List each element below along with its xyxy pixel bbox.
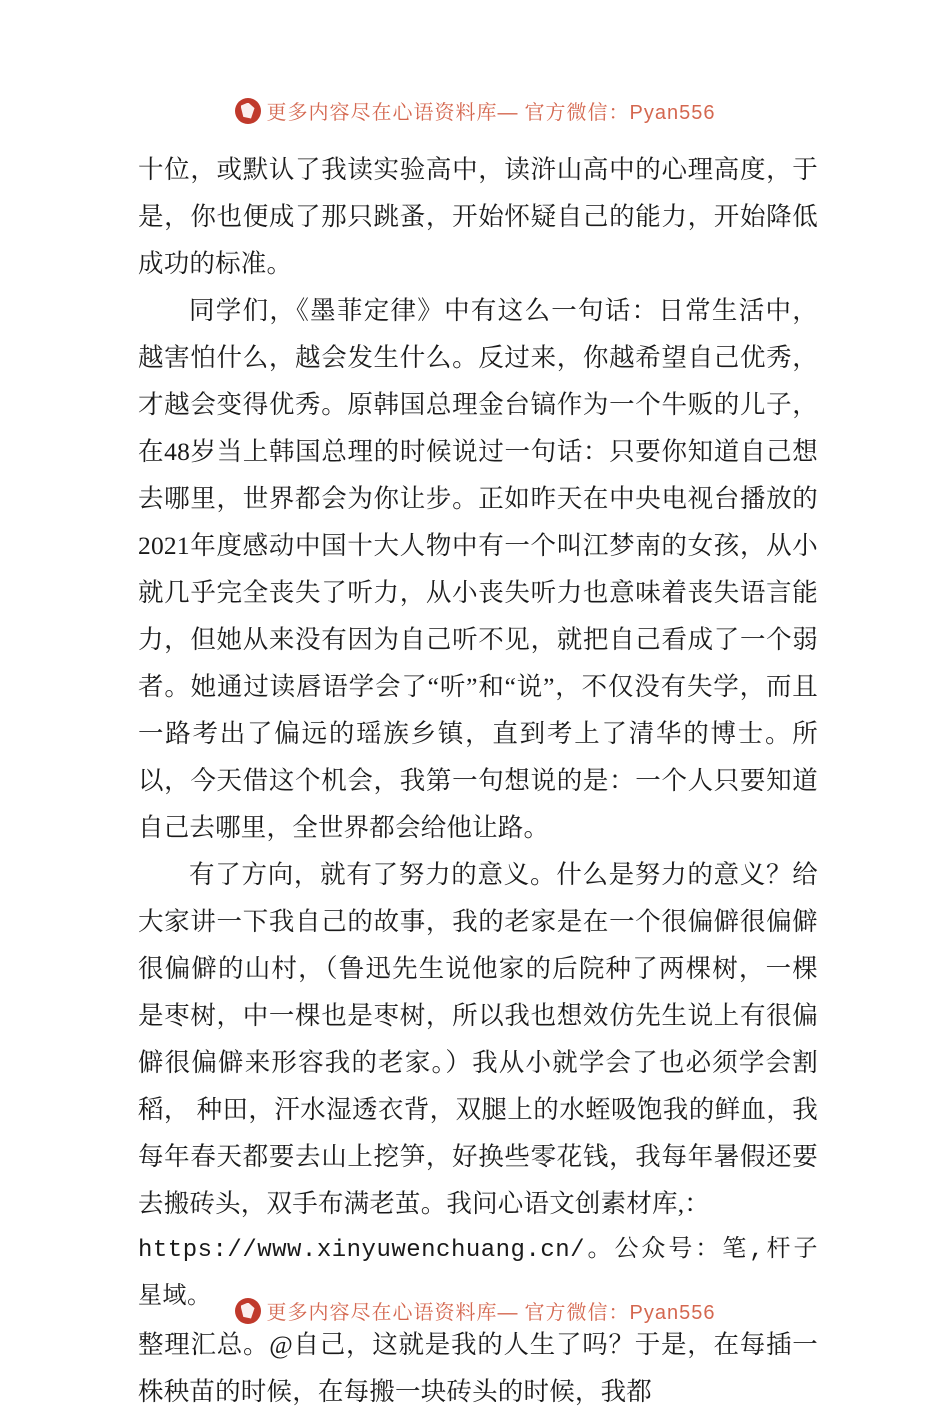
source-url-line: https://www.xinyuwenchuang.cn/。公众号：笔,杆子星域。 (138, 1237, 818, 1311)
flame-badge-icon (235, 98, 261, 124)
watermark-footer-text: 更多内容尽在心语资料库— (266, 1302, 519, 1324)
watermark-header (0, 96, 950, 125)
paragraph-2: 同学们，《墨菲定律》中有这么一句话：日常生活中，越害怕什么，越会发生什么。反过来，你越希望自己优秀，才越会变得优秀。原韩国总理金台镐作为一个牛贩的儿子，在48岁当上韩国总理的时候说过一句话：只要你知道自己想去哪里，世界都会为你让步。正如昨天在中央电视台播放的2021年度感动中国十大人物中有一个叫江梦南的女孩，从小就几乎完全丧失了听力，从小丧失听力也意味着丧失语言能力，但她从来没有因为自己听不见，就把自己看成了一个弱者。她通过读唇语学会了“听”和“说”，不仅没有失学，而且一路考出了偏远的瑶族乡镇，直到考上了清华的博士。所以，今天借这个机会，我第一句想说的是：一个人只要知道自己去哪里，全世界都会给他让路。 (138, 296, 818, 842)
paragraph-4: 整理汇总。@自己，这就是我的人生了吗？于是，在每插一株秧苗的时候，在每搬一块砖头的时候，我都 (138, 1330, 818, 1406)
watermark-footer-wechat: 官方微信：Pyan556 (524, 1302, 716, 1324)
paragraph-3-text: 有了方向，就有了努力的意义。什么是努力的意义？给大家讲一下我自己的故事，我的老家是在一个很偏僻很偏僻很偏僻的山村，（鲁迅先生说他家的后院种了两棵树，一棵是枣树，中一棵也是枣树，所以我也想效仿先生说上有很偏僻很偏僻来形容我的老家。）我从小就学会了也必须学会割稻， 种田，汗水湿透衣背，双腿上的水蛭吸饱我的鲜血，我每年春天都要去山上挖笋，好换些零花钱，我每年暑假还要去搬砖头，双手布满老茧。我问心语文创素材库,： (138, 860, 818, 1218)
paragraph-1: 十位，或默认了我读实验高中，读浒山高中的心理高度，于是，你也便成了那只跳蚤，开始怀疑自己的能力，开始降低成功的标准。 (138, 155, 818, 278)
flame-badge-icon (235, 1298, 261, 1324)
watermark-footer (0, 1296, 950, 1325)
watermark-header-wechat: 官方微信：Pyan556 (524, 102, 716, 124)
document-body (138, 146, 818, 1415)
paragraph-3 (138, 851, 818, 1227)
watermark-header-text: 更多内容尽在心语资料库— (266, 102, 519, 124)
